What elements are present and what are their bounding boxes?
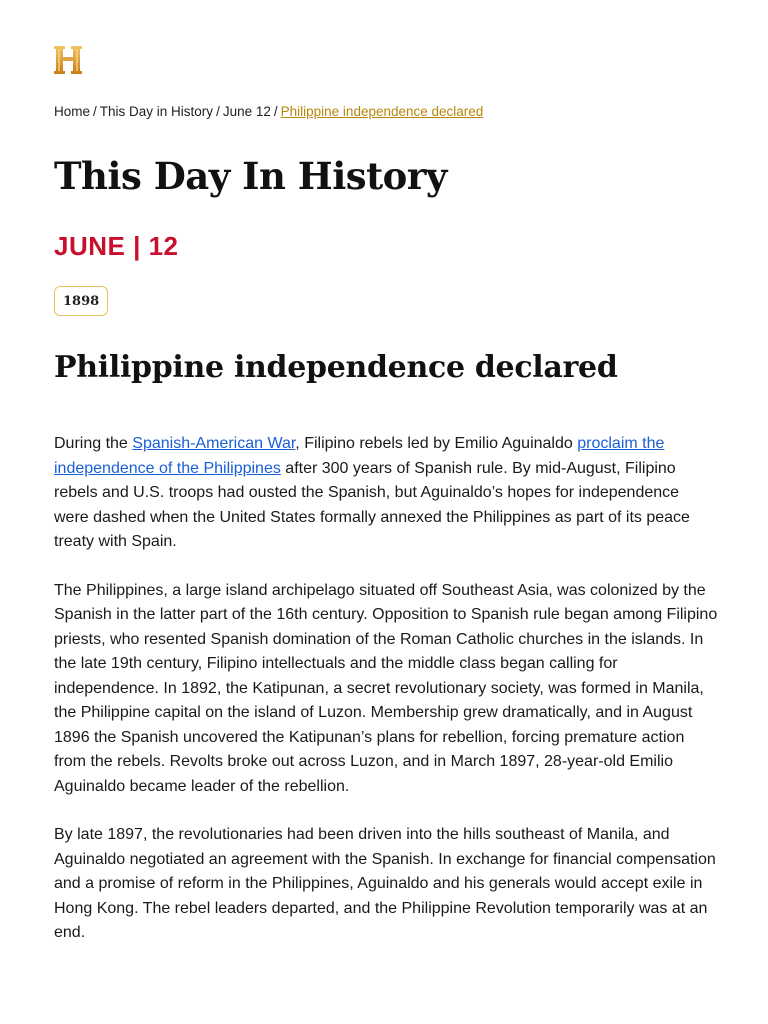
article-paragraph-1 bbox=[54, 432, 718, 555]
breadcrumb-separator: / bbox=[273, 104, 278, 119]
history-logo[interactable] bbox=[52, 44, 84, 76]
paragraph-text: after 300 years of Spanish rule. By mid-August, Filipino rebels and U.S. troops had ousted the Spanish, but Aguinaldo’s hopes for independence were dashed when the United States formally annexed the Philippines as part of its peace treaty with Spain. bbox=[54, 459, 690, 550]
paragraph-text: During the bbox=[54, 435, 133, 452]
paragraph-text: , Filipino rebels led by Emilio Aguinaldo bbox=[295, 435, 578, 452]
proclaim-independence-link[interactable]: proclaim the independence of the Philippines bbox=[54, 435, 665, 477]
article-title: Philippine independence declared bbox=[54, 350, 618, 385]
breadcrumb-june-12[interactable]: June 12 bbox=[222, 104, 271, 119]
date-heading: JUNE | 12 bbox=[54, 231, 179, 261]
breadcrumb-current[interactable]: Philippine independence declared bbox=[280, 104, 484, 119]
breadcrumb-separator: / bbox=[216, 104, 220, 119]
article-paragraph-3: By late 1897, the revolutionaries had been driven into the hills southeast of Manila, and Aguinaldo negotiated an agreement with the Spanish. In exchange for financial compensation and a promise of reform in the Philippines, Aguinaldo and his generals would accept exile in Hong Kong. The rebel leaders departed, and the Philippine Revolution temporarily was at an end. bbox=[54, 826, 716, 941]
breadcrumb-home[interactable]: Home bbox=[54, 104, 91, 119]
year-badge: 1898 bbox=[54, 286, 108, 316]
article-paragraph-2: The Philippines, a large island archipelago situated off Southeast Asia, was colonized by the Spanish in the latter part of the 16th century. Opposition to Spanish rule began among Filipino priests, who resented Spanish domination of the Roman Catholic churches in the islands. In the late 19th century, Filipino intellectuals and the middle class began calling for independence. In 1892, the Katipunan, a secret revolutionary society, was formed in Manila, the Philippine capital on the island of Luzon. Membership grew dramatically, and in August 1896 the Spanish uncovered the Katipunan’s plans for rebellion, forcing premature action from the rebels. Revolts broke out across Luzon, and in March 1897, 28-year-old Emilio Aguinaldo became leader of the rebellion. bbox=[54, 581, 718, 795]
article-body bbox=[54, 432, 718, 970]
history-logo-icon bbox=[52, 44, 84, 76]
spanish-american-war-link[interactable]: Spanish-American War bbox=[132, 435, 296, 452]
breadcrumb-this-day-in-history[interactable]: This Day in History bbox=[99, 104, 214, 119]
breadcrumb bbox=[54, 104, 483, 119]
breadcrumb-separator: / bbox=[93, 104, 97, 119]
page-title: This Day In History bbox=[54, 154, 447, 198]
